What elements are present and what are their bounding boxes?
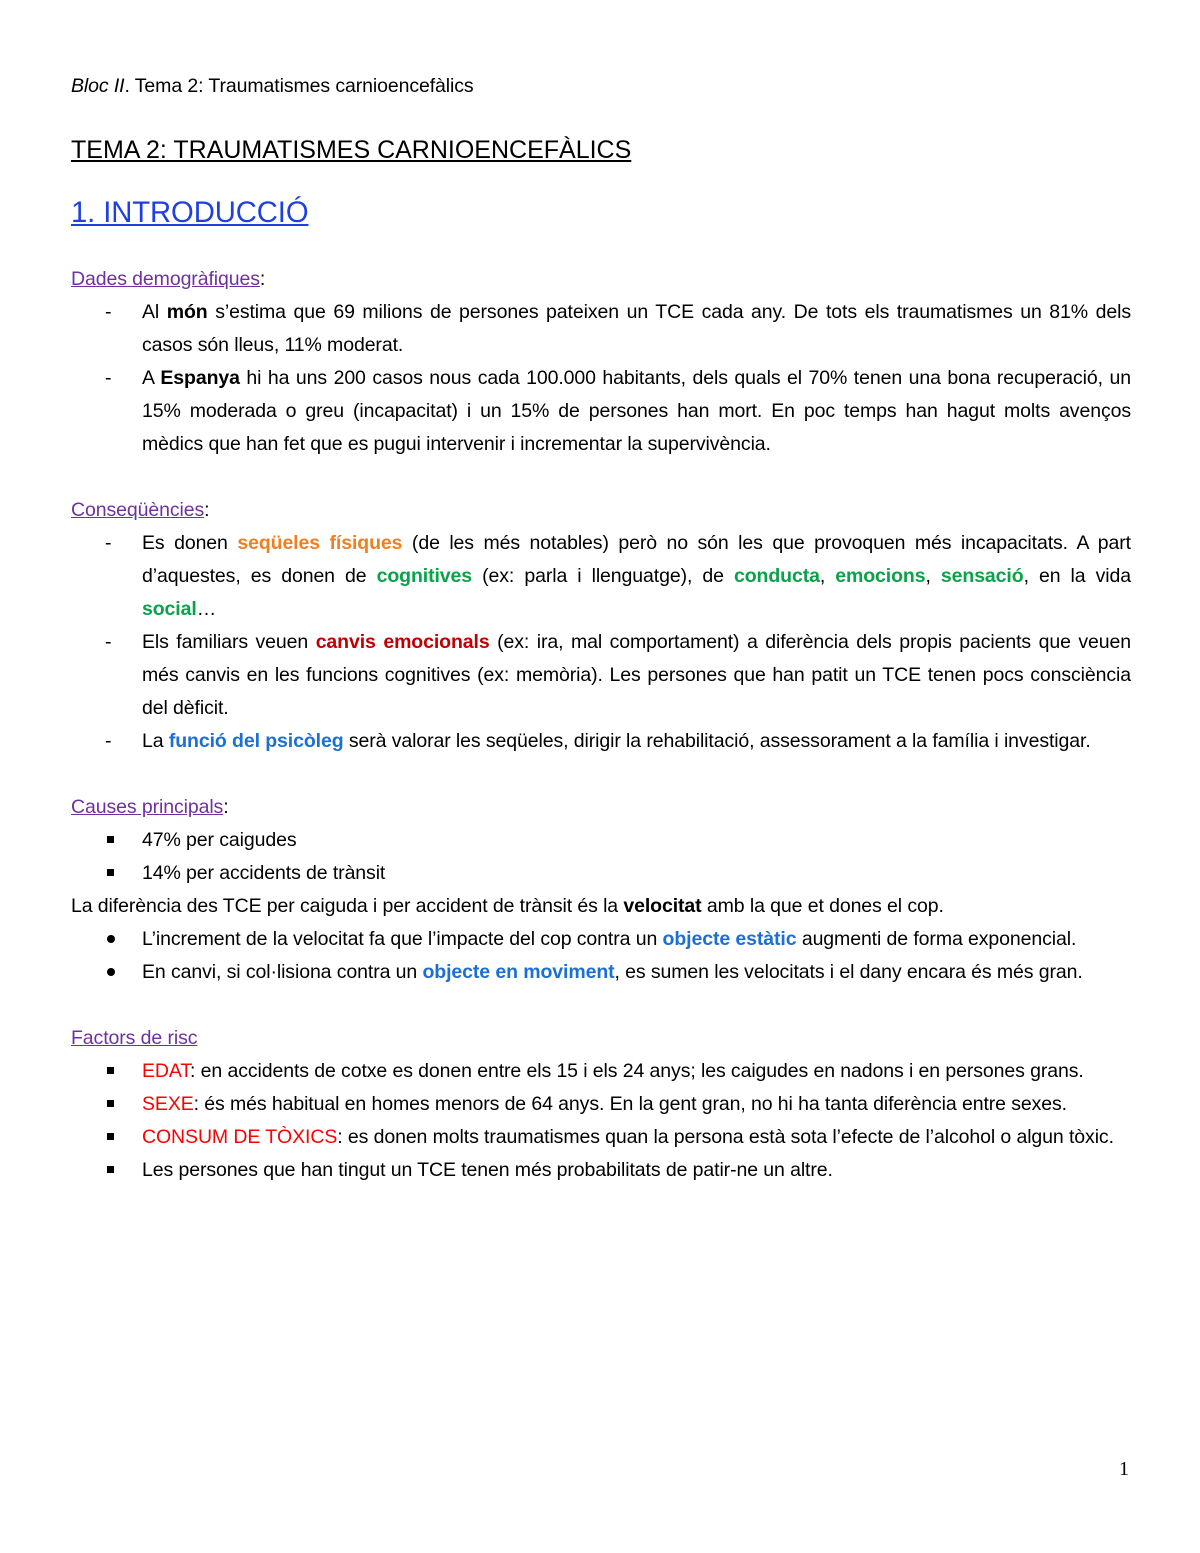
dash-marker: -: [105, 631, 112, 653]
list-item: EDAT: en accidents de cotxe es donen entre els 15 i els 24 anys; les caigudes en nadons i en persones grans.: [142, 1060, 1084, 1082]
list-item: En canvi, si col·lisiona contra un objecte en moviment, es sumen les velocitats i el dany encara és més gran.: [142, 961, 1083, 983]
causes-paragraph: La diferència des TCE per caiguda i per accident de trànsit és la velocitat amb la que et dones el cop.: [71, 895, 944, 917]
list-item: - Els familiars veuen canvis emocionals (ex: ira, mal comportament) a diferència dels propis pacients que veuen més canvis en les funcions cognitives (ex: memòria). Les persones que han patit un TCE tenen pocs consciència del dèficit.: [71, 626, 1131, 725]
list-item: - La funció del psicòleg serà valorar les seqüeles, dirigir la rehabilitació, assessorament a la família i investigar.: [71, 725, 1131, 758]
causes-heading: Causes principals:: [71, 796, 229, 818]
header-rest: . Tema 2: Traumatismes carnioencefàlics: [124, 75, 474, 97]
page-content: [71, 70, 1131, 1187]
dash-marker: -: [105, 301, 112, 323]
demografia-list: [71, 296, 1131, 461]
running-header: [71, 70, 1131, 103]
list-item: 14% per accidents de trànsit: [142, 862, 386, 884]
causes-dot-list: [71, 923, 1131, 989]
list-item: - Es donen seqüeles físiques (de les més notables) però no són les que provoquen més incapacitats. A part d’aquestes, es donen de cognitives (ex: parla i llenguatge), de conducta, emocions, sensació, en la vida social…: [71, 527, 1131, 626]
factors-list: [71, 1055, 1131, 1187]
list-item: 47% per caigudes: [142, 829, 297, 851]
dash-marker: -: [105, 367, 112, 389]
consequencies-heading: Conseqüències:: [71, 499, 210, 521]
dash-marker: -: [105, 532, 112, 554]
section-heading-introduccio: 1. INTRODUCCIÓ: [71, 197, 309, 229]
list-item: SEXE: és més habitual en homes menors de 64 anys. En la gent gran, no hi ha tanta diferència entre sexes.: [142, 1093, 1067, 1115]
factors-block: [71, 1022, 1131, 1187]
list-item: - Al món s’estima que 69 milions de persones pateixen un TCE cada any. De tots els traumatismes un 81% dels casos són lleus, 11% moderat.: [71, 296, 1131, 362]
page-number: 1: [1119, 1458, 1129, 1480]
causes-block: [71, 791, 1131, 989]
causes-list: [71, 824, 1131, 890]
consequencies-block: [71, 494, 1131, 758]
dash-marker: -: [105, 730, 112, 752]
demografia-heading: Dades demogràfiques:: [71, 268, 266, 290]
list-item: CONSUM DE TÒXICS: es donen molts traumatismes quan la persona està sota l’efecte de l’alcohol o algun tòxic.: [142, 1126, 1114, 1148]
header-bloc: Bloc II: [71, 75, 125, 97]
list-item: - A Espanya hi ha uns 200 casos nous cada 100.000 habitants, dels quals el 70% tenen una bona recuperació, un 15% moderada o greu (incapacitat) i un 15% de persones han mort. En poc temps han hagut molts avenços mèdics que han fet que es pugui intervenir i incrementar la supervivència.: [71, 362, 1131, 461]
page-title: TEMA 2: TRAUMATISMES CARNIOENCEFÀLICS: [71, 136, 632, 164]
list-item: L’increment de la velocitat fa que l’impacte del cop contra un objecte estàtic augmenti de forma exponencial.: [142, 928, 1077, 950]
demografia-block: [71, 263, 1131, 461]
consequencies-list: [71, 527, 1131, 758]
factors-heading: Factors de risc: [71, 1027, 198, 1049]
list-item: Les persones que han tingut un TCE tenen més probabilitats de patir-ne un altre.: [142, 1159, 833, 1181]
